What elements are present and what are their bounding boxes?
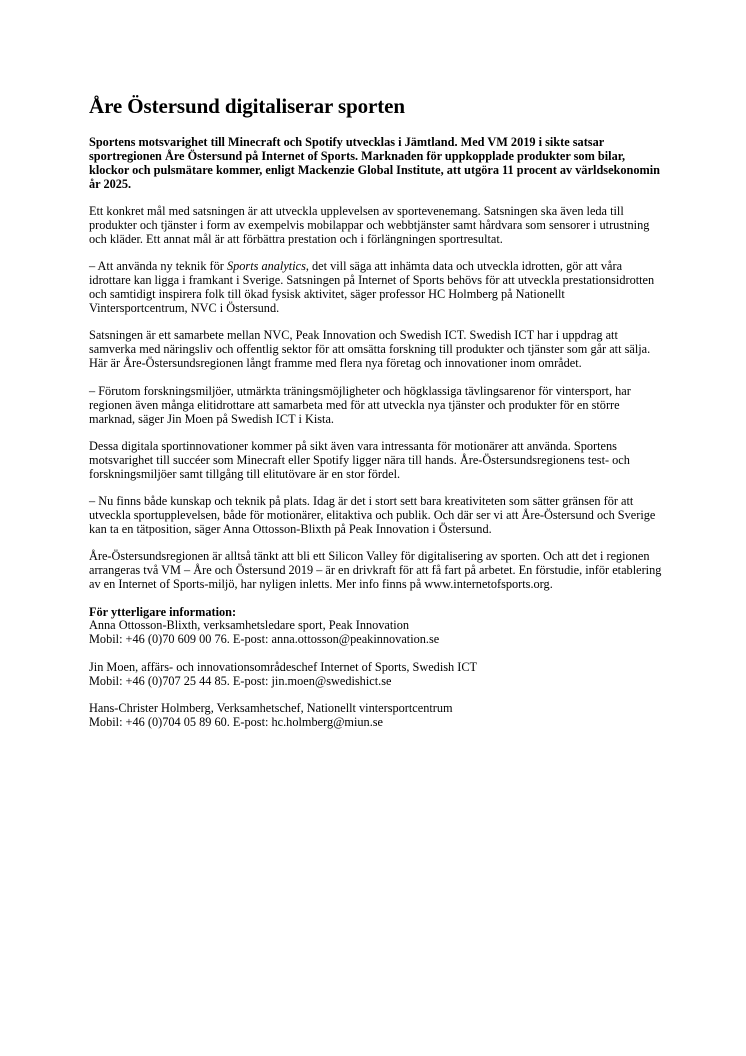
contact-details: Mobil: +46 (0)70 609 00 76. E-post: anna.ottosson@peakinnovation.se [89, 632, 440, 647]
body-paragraph-7: Åre-Östersundsregionen är alltså tänkt att bli ett Silicon Valley för digitalisering av sporten. Och att det i regionen arrangeras två VM – Åre och Östersund 2019 – är en drivkraft för att få fart på arbetet. En förstudie, inför etablering av en Internet of Sports-miljö, har nyligen inletts. Mer info finns på www.internetofsports.org. [89, 549, 662, 592]
body-paragraph-1: Ett konkret mål med satsningen är att utveckla upplevelsen av sportevenemang. Satsningen ska även leda till produkter och tjänster i form av exempelvis mobilappar och webbtjänster samt hårdvara som sensorer i utrustning och kläder. Ett annat mål är att förbättra prestation och i förlängningen sportresultat. [89, 204, 650, 246]
contact-name: Anna Ottosson-Blixth, verksamhetsledare sport, Peak Innovation [89, 618, 410, 633]
contact-block-3 [89, 702, 664, 730]
contact-block-2 [89, 661, 664, 689]
contact-name: Jin Moen, affärs- och innovationsområdeschef Internet of Sports, Swedish ICT [89, 659, 478, 674]
italic-term: Sports analytics [226, 259, 306, 274]
body-paragraph-4: – Förutom forskningsmiljöer, utmärkta träningsmöjligheter och högklassiga tävlingsarenor för vintersport, har regionen även många elitidrottare att samarbeta med för att utveckla nya tjänster och produkter för en större marknad, säger Jin Moen på Swedish ICT i Kista. [89, 383, 631, 426]
body-paragraph-2 [89, 260, 664, 316]
body-paragraph-3: Satsningen är ett samarbete mellan NVC, Peak Innovation och Swedish ICT. Swedish ICT har i uppdrag att samverka med näringsliv och offentlig sektor för att omsätta forskning till produkter och tjänster som går att sälja. Här är Åre-Östersundsregionen långt framme med flera nya företag och innovationer inom området. [89, 328, 651, 371]
document-page [89, 94, 664, 743]
contact-details: Mobil: +46 (0)707 25 44 85. E-post: jin.moen@swedishict.se [89, 673, 392, 688]
quote-text-end: , det vill säga att inhämta data och utveckla idrotten, gör att våra idrottare kan ligga i framkant i Sverige. Satsningen på Internet of Sports behövs för att utveckla prestationsidrotten och samtidigt inspirera folk till ökad fysisk aktivitet, säger professor HC Holmberg på Nationellt Vintersportcentrum, NVC i Östersund. [89, 259, 655, 316]
contact-block-1 [89, 606, 664, 648]
contact-heading: För ytterligare information: [89, 604, 237, 619]
document-title: Åre Östersund digitaliserar sporten [89, 94, 405, 118]
body-paragraph-6: – Nu finns både kunskap och teknik på plats. Idag är det i stort sett bara kreativiteten som sätter gränsen för att utveckla sportupplevelsen, både för motionärer, elitaktiva och publik. Och där ser vi att Åre-Östersund och Sverige kan ta en tätposition, säger Anna Ottosson-Blixth på Peak Innovation i Östersund. [89, 494, 656, 536]
contact-name: Hans-Christer Holmberg, Verksamhetschef, Nationellt vintersportcentrum [89, 701, 453, 716]
body-paragraph-5: Dessa digitala sportinnovationer kommer på sikt även vara intressanta för motionärer att använda. Sportens motsvarighet till succéer som Minecraft eller Spotify ligger nära till hands. Åre-Östersundsregionens test- och forskningsmiljöer samt tillgång till elitutövare är en stor fördel. [89, 438, 630, 481]
contact-details: Mobil: +46 (0)704 05 89 60. E-post: hc.holmberg@miun.se [89, 715, 384, 729]
lead-paragraph: Sportens motsvarighet till Minecraft och Spotify utvecklas i Jämtland. Med VM 2019 i sikte satsar sportregionen Åre Östersund på Internet of Sports. Marknaden för uppkopplade produkter som bilar, klockor och pulsmätare kommer, enligt Mackenzie Global Institute, att utgöra 11 procent av världsekonomin år 2025. [89, 135, 660, 191]
quote-text-start: – Att använda ny teknik för [89, 259, 227, 274]
